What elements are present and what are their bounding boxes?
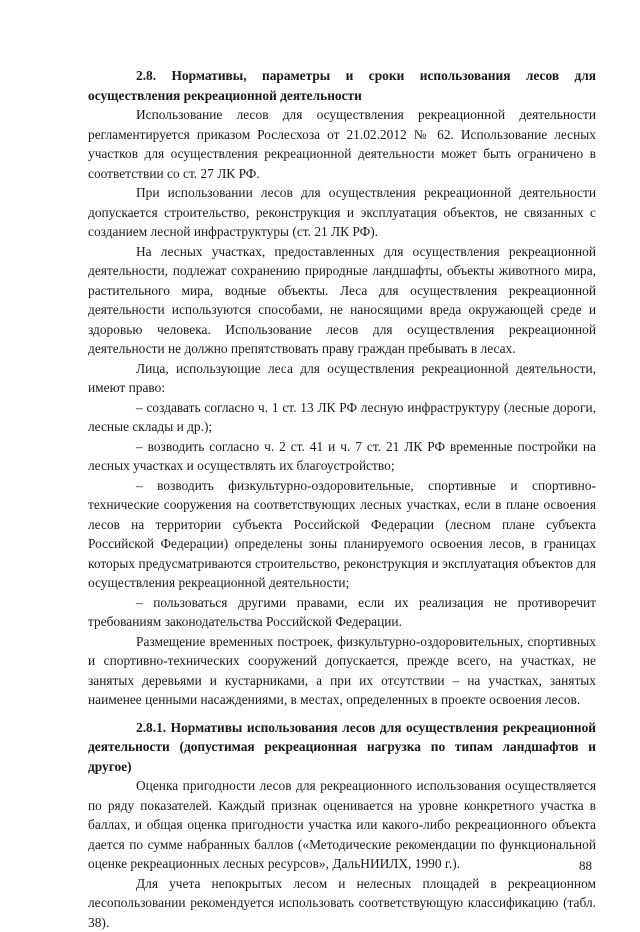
section-heading: 2.8. Нормативы, параметры и сроки использования лесов для осуществления рекреационной деятельности <box>88 66 596 105</box>
subsection-heading: 2.8.1. Нормативы использования лесов для осуществления рекреационной деятельности (допустимая рекреационная нагрузка по типам ландшафтов и другое) <box>88 718 596 777</box>
page-number: 88 <box>579 858 592 874</box>
paragraph-preservation: На лесных участках, предоставленных для осуществления рекреационной деятельности, подлежат сохранению природные ландшафты, объекты животного мира, растительного мира, водные объекты. Леса для осуществления рекреационной деятельности используются способами, не наносящими вреда окружающей среде и здоровью человека. Использование лесов для осуществления рекреационной деятельности не должно препятствовать праву граждан пребывать в лесах. <box>88 242 596 359</box>
paragraph-rights-intro: Лица, использующие леса для осуществления рекреационной деятельности, имеют право: <box>88 359 596 398</box>
list-item-infrastructure: – создавать согласно ч. 1 ст. 13 ЛК РФ лесную инфраструктуру (лесные дороги, лесные склады и др.); <box>88 398 596 437</box>
list-item-other-rights: – пользоваться другими правами, если их реализация не противоречит требованиям законодательства Российской Федерации. <box>88 593 596 632</box>
list-item-sports-facilities: – возводить физкультурно-оздоровительные, спортивные и спортивно-технические сооружения на соответствующих лесных участках, если в плане освоения лесов на территории субъекта Российской Федерации (лесном плане субъекта Российской Федерации) определены зоны планируемого освоения лесов, в границах которых предусматриваются строительство, реконструкция и эксплуатация объектов для осуществления рекреационной деятельности; <box>88 476 596 593</box>
paragraph-placement: Размещение временных построек, физкультурно-оздоровительных, спортивных и спортивно-технических сооружений допускается, прежде всего, на участках, не занятых деревьями и кустарниками, а при их отсутствии – на участках, занятых наименее ценными насаждениями, в местах, определенных в проекте освоения лесов. <box>88 632 596 710</box>
paragraph-classification: Для учета непокрытых лесом и нелесных площадей в рекреационном лесопользовании рекомендуется использовать соответствующую классификацию (табл. 38). <box>88 874 596 932</box>
list-item-temporary-buildings: – возводить согласно ч. 2 ст. 41 и ч. 7 ст. 21 ЛК РФ временные постройки на лесных участках и осуществлять их благоустройство; <box>88 437 596 476</box>
paragraph-regulation: Использование лесов для осуществления рекреационной деятельности регламентируется приказом Рослесхоза от 21.02.2012 № 62. Использование лесных участков для осуществления рекреационной деятельности может быть ограничено в соответствии со ст. 27 ЛК РФ. <box>88 105 596 183</box>
document-page <box>88 66 596 932</box>
paragraph-construction: При использовании лесов для осуществления рекреационной деятельности допускается строительство, реконструкция и эксплуатация объектов, не связанных с созданием лесной инфраструктуры (ст. 21 ЛК РФ). <box>88 183 596 242</box>
paragraph-assessment: Оценка пригодности лесов для рекреационного использования осуществляется по ряду показателей. Каждый признак оценивается на уровне конкретного участка в баллах, и общая оценка пригодности участка или какого-либо рекреационного объекта дается по сумме набранных баллов («Методические рекомендации по функциональной оценке рекреационных лесных ресурсов», ДальНИИЛХ, 1990 г.). <box>88 776 596 874</box>
